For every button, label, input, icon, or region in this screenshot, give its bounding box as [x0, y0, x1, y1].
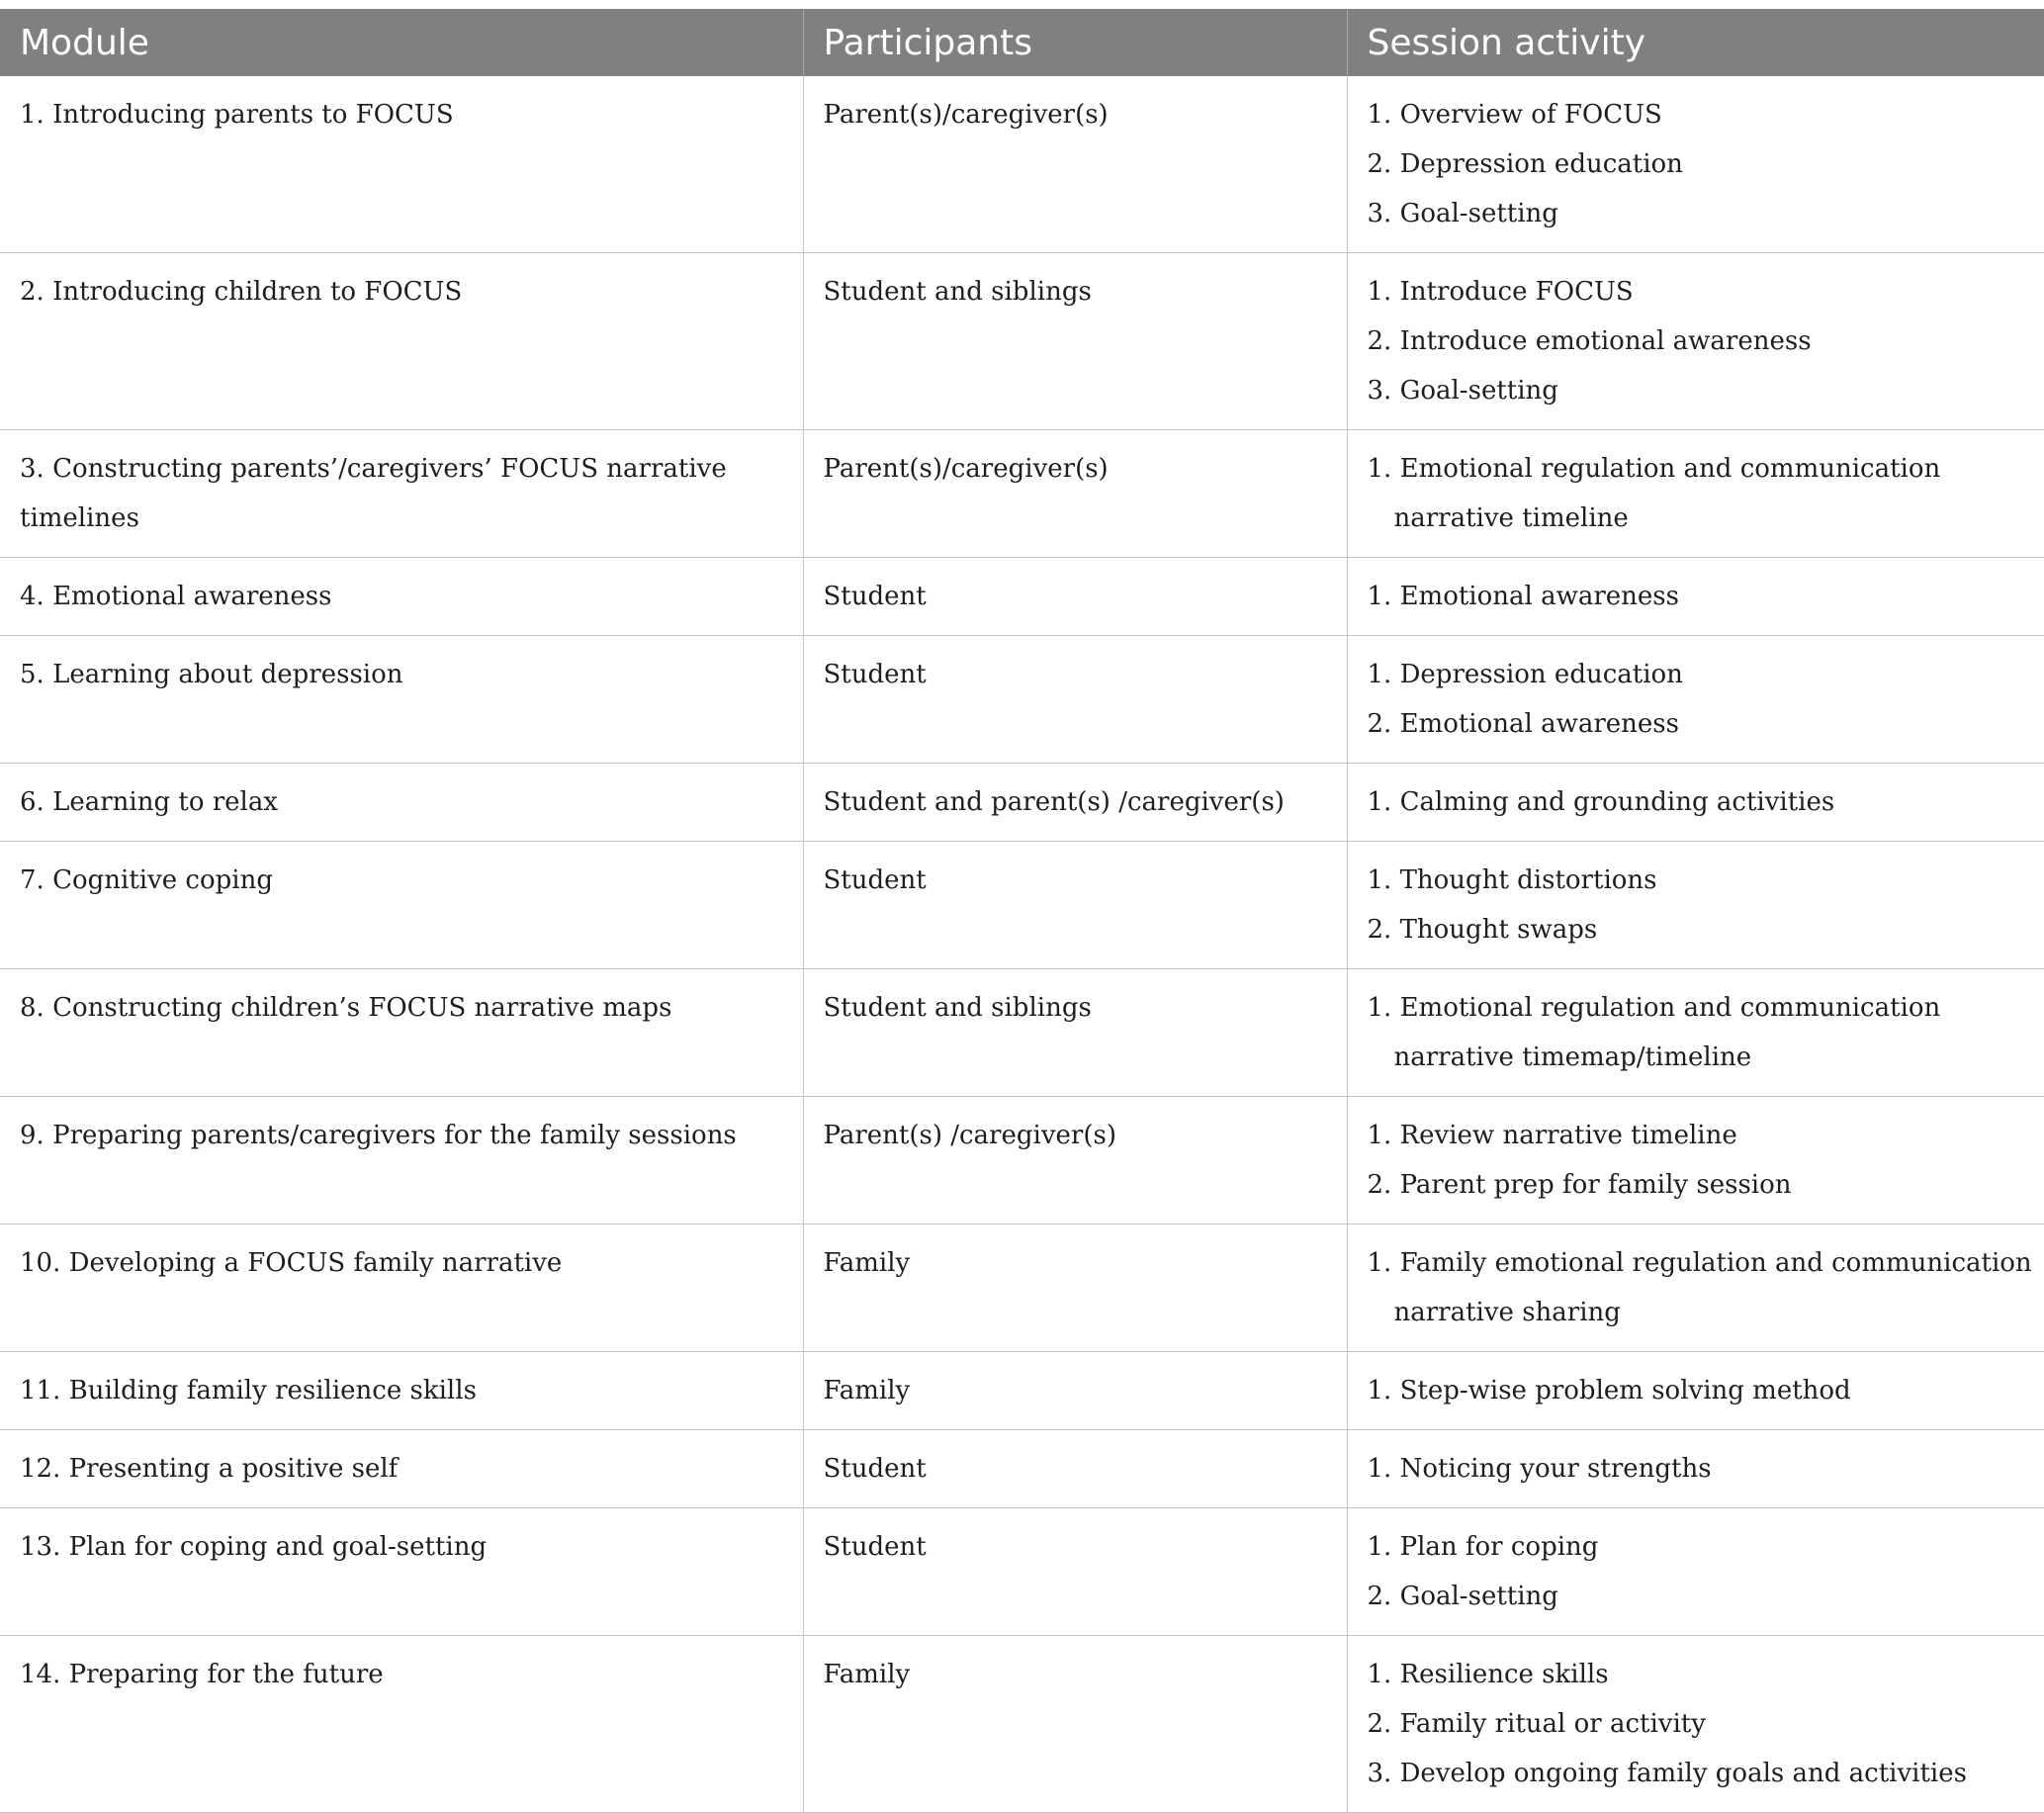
activity-cell	[1347, 1352, 2044, 1430]
modules-table-container	[0, 9, 2044, 1813]
module-cell: 14. Preparing for the future	[0, 1636, 803, 1813]
participants-cell: Student and siblings	[803, 969, 1347, 1097]
table-row	[0, 1430, 2044, 1508]
activity-cell	[1347, 430, 2044, 558]
activity-item: 1. Emotional regulation and communication narrative timemap/timeline	[1367, 993, 1941, 1072]
activity-cell	[1347, 969, 2044, 1097]
header-row	[0, 9, 2044, 76]
activity-cell	[1347, 76, 2044, 253]
activity-cell	[1347, 842, 2044, 969]
table-row	[0, 1636, 2044, 1813]
activity-item: 3. Goal-setting	[1367, 199, 1558, 228]
header-participants: Participants	[803, 9, 1347, 76]
module-cell: 7. Cognitive coping	[0, 842, 803, 969]
module-cell: 11. Building family resilience skills	[0, 1352, 803, 1430]
activity-cell	[1347, 764, 2044, 842]
activity-item: 2. Emotional awareness	[1367, 709, 1679, 739]
participants-cell: Student	[803, 1508, 1347, 1636]
table-row	[0, 1097, 2044, 1224]
activity-cell	[1347, 558, 2044, 636]
module-cell: 4. Emotional awareness	[0, 558, 803, 636]
module-cell: 8. Constructing children’s FOCUS narrative maps	[0, 969, 803, 1097]
activity-item: 3. Goal-setting	[1367, 376, 1558, 406]
module-cell: 9. Preparing parents/caregivers for the family sessions	[0, 1097, 803, 1224]
activity-item: 1. Emotional regulation and communication narrative timeline	[1367, 454, 1941, 533]
participants-cell: Student	[803, 558, 1347, 636]
activity-item: 2. Depression education	[1367, 149, 1683, 179]
activity-item: 1. Resilience skills	[1367, 1660, 1609, 1689]
table-row	[0, 430, 2044, 558]
table-row	[0, 1352, 2044, 1430]
module-cell: 3. Constructing parents’/caregivers’ FOCUS narrative timelines	[0, 430, 803, 558]
activity-item: 3. Develop ongoing family goals and activities	[1367, 1759, 1967, 1788]
module-cell: 13. Plan for coping and goal-setting	[0, 1508, 803, 1636]
activity-item: 1. Noticing your strengths	[1367, 1454, 1712, 1484]
header-session-activity: Session activity	[1347, 9, 2044, 76]
participants-cell: Family	[803, 1224, 1347, 1352]
modules-table	[0, 9, 2044, 1813]
activity-item: 1. Introduce FOCUS	[1367, 277, 1634, 307]
activity-item: 2. Thought swaps	[1367, 915, 1598, 945]
activity-cell	[1347, 1508, 2044, 1636]
activity-cell	[1347, 1430, 2044, 1508]
activity-cell	[1347, 636, 2044, 764]
participants-cell: Student	[803, 636, 1347, 764]
module-cell: 5. Learning about depression	[0, 636, 803, 764]
table-row	[0, 764, 2044, 842]
activity-item: 1. Review narrative timeline	[1367, 1121, 1737, 1150]
activity-item: 1. Calming and grounding activities	[1367, 787, 1835, 817]
table-row	[0, 558, 2044, 636]
table-row	[0, 76, 2044, 253]
participants-cell: Family	[803, 1636, 1347, 1813]
participants-cell: Student and parent(s) /caregiver(s)	[803, 764, 1347, 842]
activity-item: 2. Parent prep for family session	[1367, 1170, 1792, 1200]
table-row	[0, 842, 2044, 969]
activity-item: 1. Overview of FOCUS	[1367, 100, 1662, 130]
activity-item: 1. Family emotional regulation and communication narrative sharing	[1367, 1248, 2032, 1327]
table-row	[0, 969, 2044, 1097]
activity-cell	[1347, 253, 2044, 430]
participants-cell: Parent(s)/caregiver(s)	[803, 76, 1347, 253]
table-row	[0, 253, 2044, 430]
activity-cell	[1347, 1097, 2044, 1224]
activity-item: 1. Step-wise problem solving method	[1367, 1376, 1851, 1405]
activity-item: 1. Thought distortions	[1367, 865, 1657, 895]
module-cell: 6. Learning to relax	[0, 764, 803, 842]
table-row	[0, 1224, 2044, 1352]
activity-item: 2. Family ritual or activity	[1367, 1709, 1706, 1739]
participants-cell: Parent(s) /caregiver(s)	[803, 1097, 1347, 1224]
activity-item: 1. Depression education	[1367, 660, 1683, 689]
module-cell: 2. Introducing children to FOCUS	[0, 253, 803, 430]
activity-cell	[1347, 1636, 2044, 1813]
participants-cell: Student and siblings	[803, 253, 1347, 430]
activity-item: 2. Goal-setting	[1367, 1582, 1558, 1611]
table-row	[0, 1508, 2044, 1636]
header-module: Module	[0, 9, 803, 76]
module-cell: 1. Introducing parents to FOCUS	[0, 76, 803, 253]
activity-item: 1. Emotional awareness	[1367, 582, 1679, 611]
activity-cell	[1347, 1224, 2044, 1352]
module-cell: 12. Presenting a positive self	[0, 1430, 803, 1508]
participants-cell: Family	[803, 1352, 1347, 1430]
table-header	[0, 9, 2044, 76]
participants-cell: Student	[803, 1430, 1347, 1508]
activity-item: 1. Plan for coping	[1367, 1532, 1599, 1562]
table-body	[0, 76, 2044, 1813]
participants-cell: Parent(s)/caregiver(s)	[803, 430, 1347, 558]
module-cell: 10. Developing a FOCUS family narrative	[0, 1224, 803, 1352]
table-row	[0, 636, 2044, 764]
participants-cell: Student	[803, 842, 1347, 969]
activity-item: 2. Introduce emotional awareness	[1367, 326, 1812, 356]
